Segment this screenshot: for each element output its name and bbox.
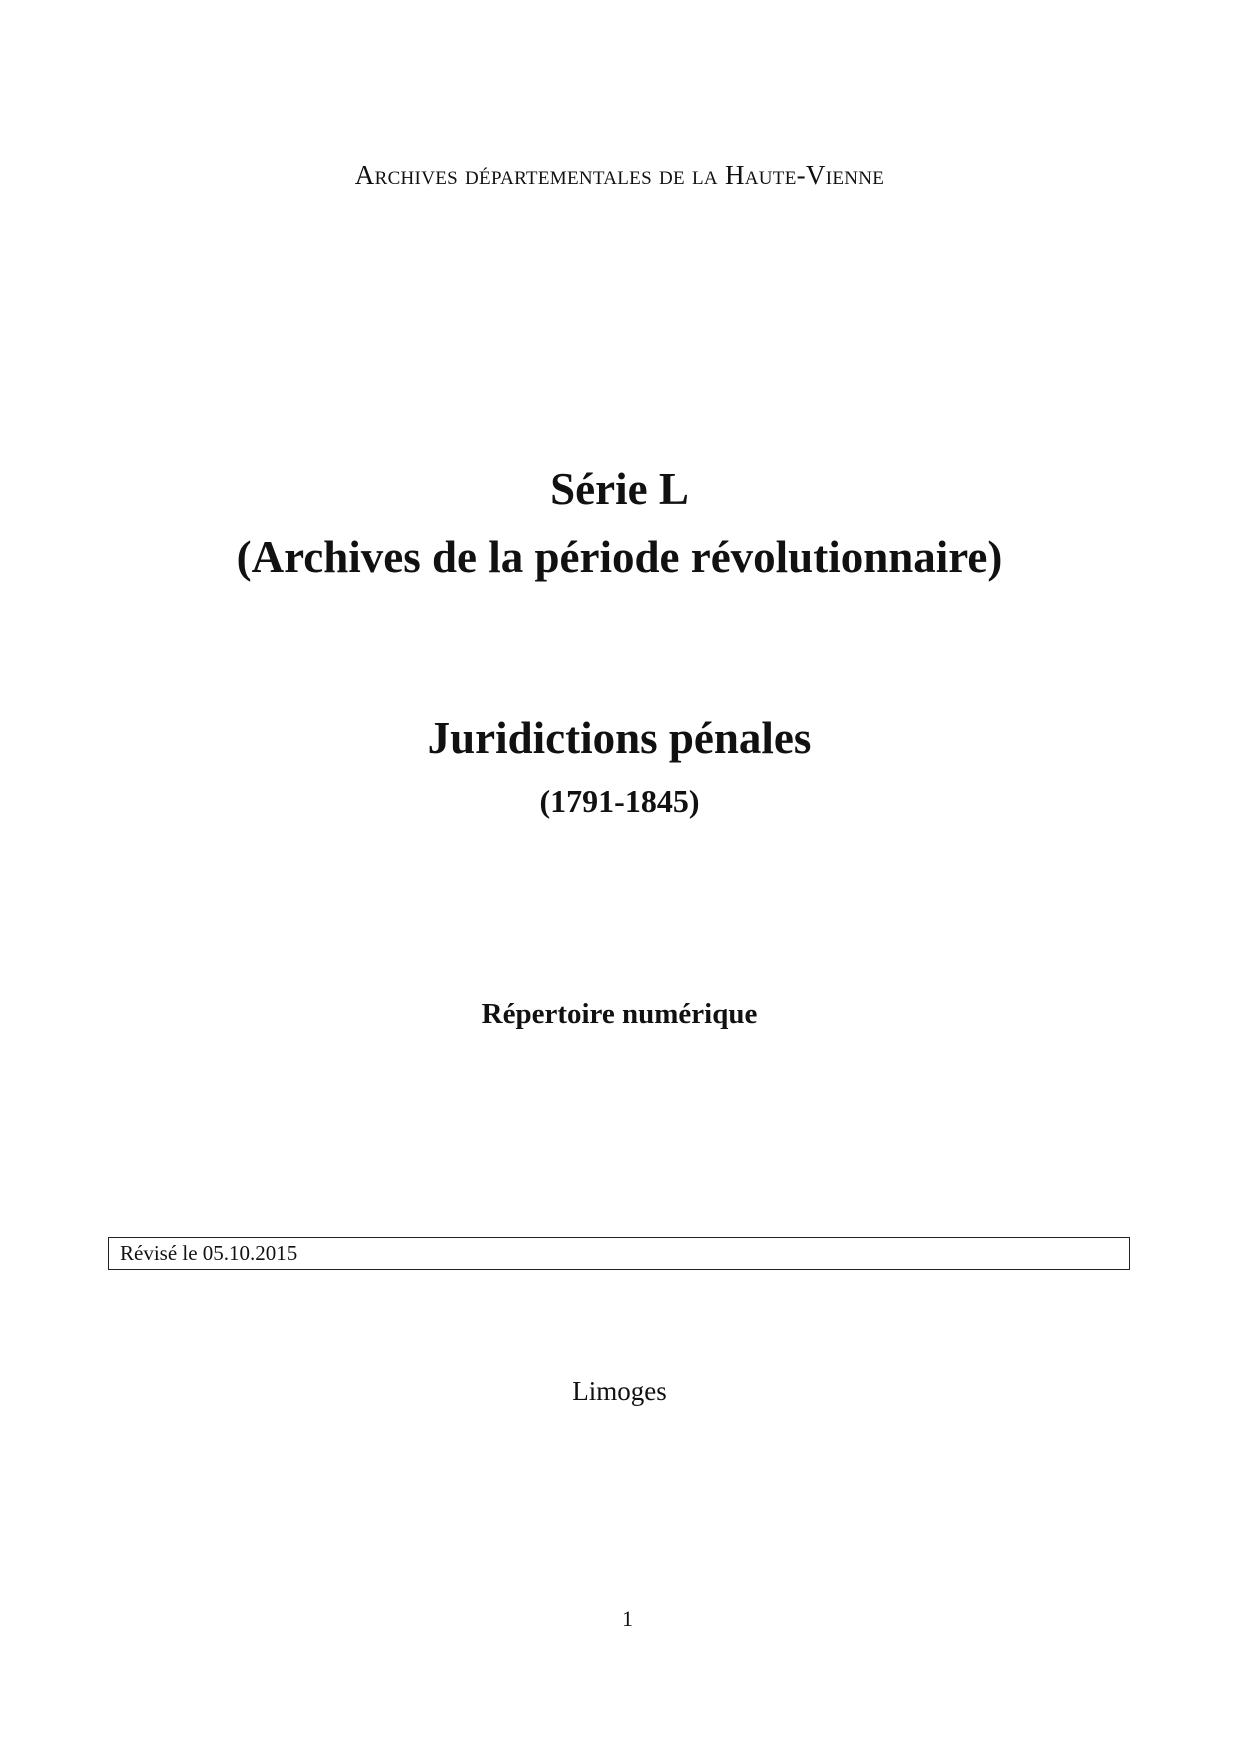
series-title-line-1: Série L (550, 464, 689, 514)
date-range: (1791-1845) (539, 783, 700, 819)
institution-header: Archives départementales de la Haute-Vienne (354, 160, 885, 190)
collection-title: Juridictions pénales (427, 713, 812, 763)
revision-box (108, 1237, 1130, 1270)
document-type: Répertoire numérique (481, 998, 758, 1030)
page-number: 1 (622, 1606, 633, 1631)
series-title-line-2: (Archives de la période révolutionnaire) (236, 532, 1003, 582)
city: Limoges (572, 1376, 667, 1406)
revision-date: Révisé le 05.10.2015 (120, 1241, 298, 1265)
series-title (0, 455, 1239, 591)
